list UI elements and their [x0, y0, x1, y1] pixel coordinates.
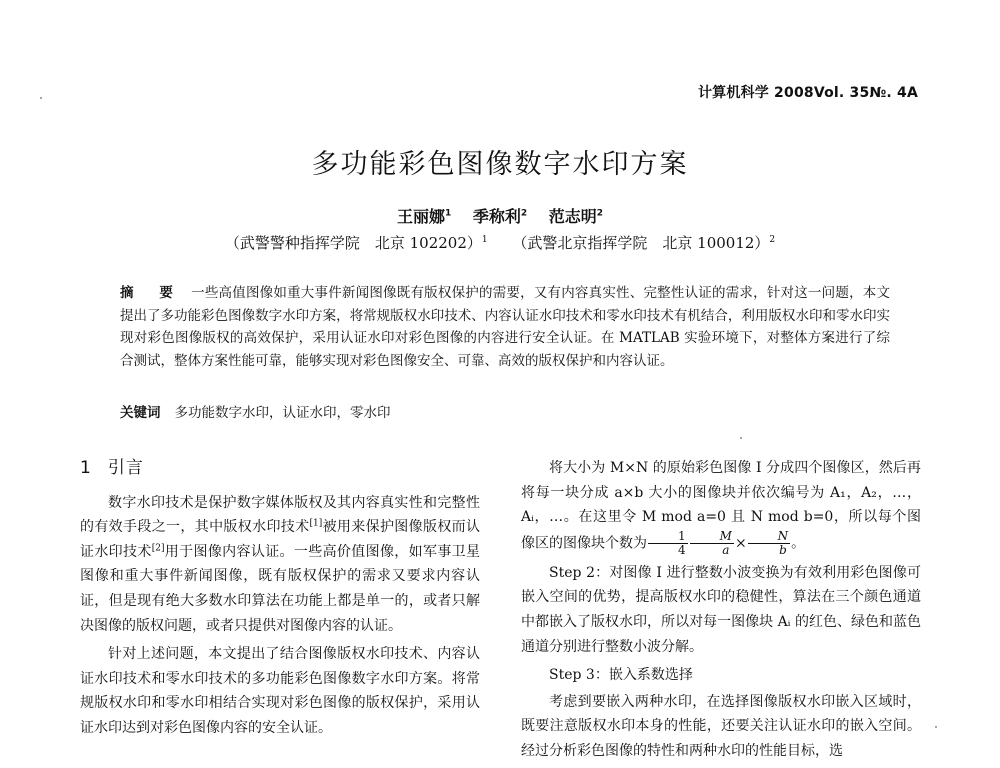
author-list — [0, 204, 1000, 227]
intro-paragraph-1: 数字水印技术是保护数字媒体版权及其内容真实性和完整性的有效手段之一，其中版权水印技术[1]被用来保护图像版权而认证水印技术[2]用于图像内容认证。一些高价值图像，如军事卫星图像和重大事件新闻图像，既有版权保护的需求又要求内容认证，但是现有绝大多数水印算法在功能上都是单一的，或者只解决图像的版权问题，或者只提供对图像内容的认证。 — [80, 494, 481, 634]
scan-speck — [740, 437, 742, 439]
affiliation-2: （武警北京指挥学院 北京 100012）$^2$ — [512, 234, 776, 252]
section-heading — [80, 456, 480, 481]
author-3: 范志明$^2$ — [548, 207, 603, 226]
paper-title: 多功能彩色图像数字水印方案 — [311, 149, 689, 180]
left-column — [80, 456, 480, 745]
fraction-quarter: $\frac{1}{4}$ — [648, 530, 688, 557]
step1-paragraph: 将大小为 M×N 的原始彩色图像 I 分成四个图像区，然后再将每一块分成 a×b 大小的图像块并依次编号为 A₁，A₂，…，Aᵢ，…。在这里令 M mod a=0 且 N mod b=0，所以每个图像区的图像块个数为 $\frac{1}{4}$ $\frac{M}{a}$ × $\frac{N}{b}$ 。 — [521, 460, 921, 557]
author-2: 季称利$^2$ — [472, 207, 528, 226]
keywords-text: 多功能数字水印，认证水印，零水印 — [174, 405, 391, 421]
step3-heading: Step 3：嵌入系数选择 — [549, 667, 693, 684]
abstract-text: 一些高值图像如重大事件新闻图像既有版权保护的需要，又有内容真实性、完整性认证的需求，针对这一问题，本文提出了多功能彩色图像数字水印方案，将常规版权水印技术、内容认证水印技术和零水印技术有机结合，利用版权水印和零水印实现对彩色图像版权的高效保护，采用认证水印对彩色图像的内容进行安全认证。在 MATLAB 实验环境下，对整体方案进行了综合测试，整体方案性能可靠，能够实现对彩色图像安全、可靠、高效的版权保护和内容认证。 — [120, 285, 891, 369]
scan-speck — [40, 97, 42, 99]
section-number: 1 — [80, 458, 92, 478]
step2-paragraph: Step 2：对图像 I 进行整数小波变换为有效利用彩色图像可嵌入空间的优势，提高版权水印的稳健性，算法在三个颜色通道中都嵌入了版权水印，所以对每一图像块 Aᵢ 的红色、绿色和蓝色通道分别进行整数小波分解。 — [521, 564, 921, 655]
journal-header: 计算机科学 2008Vol. 35№. 4A — [697, 85, 918, 101]
fraction-m-over-a: $\frac{M}{a}$ — [690, 530, 734, 557]
scan-speck — [935, 726, 937, 728]
citation-2[interactable]: [2] — [151, 543, 165, 554]
step3-paragraph: 考虑到要嵌入两种水印，在选择图像版权水印嵌入区域时，既要注意版权水印本身的性能，还要关注认证水印的嵌入空间。经过分析彩色图像的特性和两种水印的性能目标，选 — [521, 693, 921, 759]
section-title: 引言 — [107, 458, 144, 478]
right-column — [521, 456, 921, 768]
affiliation-list — [0, 232, 1000, 253]
abstract-block — [120, 282, 890, 372]
abstract-label: 摘 要 — [120, 285, 180, 301]
affiliation-1: （武警警种指挥学院 北京 102202）$^1$ — [224, 234, 488, 252]
author-1: 王丽娜$^1$ — [397, 207, 452, 226]
keywords-label: 关键词 — [120, 405, 161, 421]
intro-paragraph-2: 针对上述问题，本文提出了结合图像版权水印技术、内容认证水印技术和零水印技术的多功能彩色图像数字水印方案。将常规版权水印和零水印相结合实现对彩色图像的版权保护，采用认证水印达到对彩色图像内容的安全认证。 — [80, 646, 480, 736]
fraction-n-over-b: $\frac{N}{b}$ — [748, 530, 791, 557]
citation-1[interactable]: [1] — [309, 518, 323, 529]
keywords-block — [120, 402, 890, 424]
